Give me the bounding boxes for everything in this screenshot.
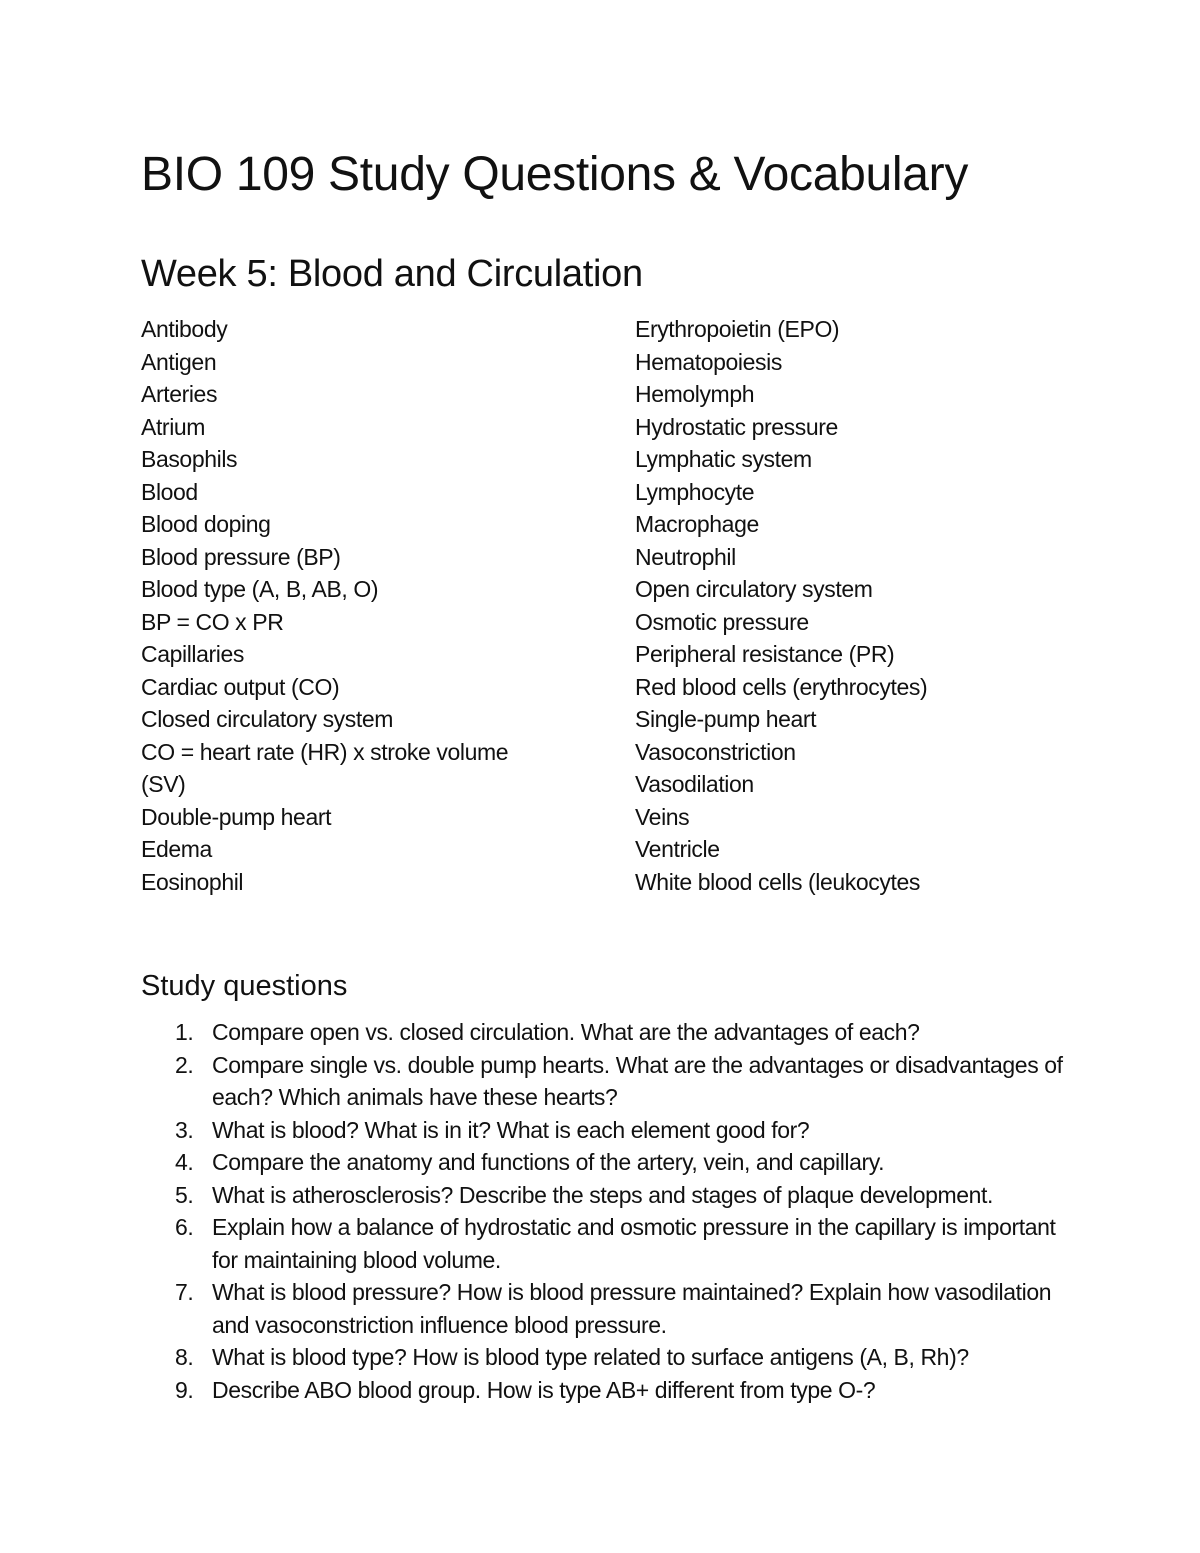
vocab-term: CO = heart rate (HR) x stroke volume (SV) — [141, 738, 509, 797]
vocab-term: Eosinophil — [141, 868, 244, 895]
question-item — [141, 1049, 1071, 1114]
question-text: What is blood type? How is blood type related to surface antigens (A, B, Rh)? — [212, 1344, 969, 1370]
question-item — [141, 1016, 1071, 1049]
vocab-term: Closed circulatory system — [141, 706, 394, 732]
vocab-term: Antigen — [141, 348, 217, 375]
question-text: What is blood pressure? How is blood pressure maintained? Explain how vasodilation and vasoconstriction influence blood pressure. — [212, 1279, 1052, 1338]
vocab-term: Lymphatic system — [635, 446, 812, 472]
document-title: BIO 109 Study Questions & Vocabulary — [141, 148, 969, 201]
vocab-term: Blood — [141, 478, 198, 505]
vocab-term: Hemolymph — [635, 381, 755, 407]
question-number: 3. — [175, 1116, 194, 1143]
question-text: What is blood? What is in it? What is each element good for? — [212, 1116, 810, 1143]
question-number: 8. — [175, 1344, 194, 1370]
vocab-term: Osmotic pressure — [635, 608, 809, 635]
vocab-term: White blood cells (leukocytes — [635, 868, 920, 895]
vocab-term: Erythropoietin (EPO) — [635, 316, 840, 342]
question-text: Compare single vs. double pump hearts. What are the advantages or disadvantages of each? Which animals have these hearts? — [212, 1051, 1063, 1110]
question-item — [141, 1341, 1071, 1374]
question-number: 4. — [175, 1149, 194, 1175]
question-item — [141, 1114, 1071, 1147]
vocab-term: Ventricle — [635, 836, 720, 862]
vocab-term: Antibody — [141, 316, 228, 342]
vocab-term: Hematopoiesis — [635, 348, 782, 375]
question-text: Compare open vs. closed circulation. What are the advantages of each? — [212, 1019, 920, 1045]
vocab-term: Hydrostatic pressure — [635, 413, 838, 440]
question-text: What is atherosclerosis? Describe the steps and stages of plaque development. — [212, 1181, 994, 1208]
question-item — [141, 1179, 1071, 1212]
vocab-term: Double-pump heart — [141, 803, 332, 830]
question-item — [141, 1211, 1071, 1276]
vocab-term: Vasoconstriction — [635, 738, 796, 765]
question-text: Compare the anatomy and functions of the artery, vein, and capillary. — [212, 1149, 885, 1175]
question-number: 5. — [175, 1181, 194, 1208]
vocab-term: Edema — [141, 836, 212, 862]
study-questions-list — [141, 1016, 1071, 1406]
vocab-term: BP = CO x PR — [141, 608, 284, 635]
vocab-term: Lymphocyte — [635, 478, 755, 505]
question-number: 7. — [175, 1279, 194, 1305]
week-heading: Week 5: Blood and Circulation — [141, 253, 643, 295]
question-item — [141, 1146, 1071, 1179]
vocab-term: Atrium — [141, 413, 206, 440]
vocab-term: Red blood cells (erythrocytes) — [635, 673, 928, 700]
vocab-term: Peripheral resistance (PR) — [635, 641, 895, 667]
vocabulary-left-column — [141, 313, 541, 898]
vocab-term: Blood doping — [141, 511, 271, 537]
vocab-term: Cardiac output (CO) — [141, 673, 340, 700]
vocab-term: Blood type (A, B, AB, O) — [141, 576, 379, 602]
question-text: Describe ABO blood group. How is type AB+ different from type O-? — [212, 1376, 876, 1403]
study-questions-heading: Study questions — [141, 970, 348, 1002]
question-item — [141, 1276, 1071, 1341]
question-number: 6. — [175, 1214, 194, 1240]
vocab-term: Vasodilation — [635, 771, 754, 797]
question-number: 1. — [175, 1019, 194, 1045]
vocab-term: Arteries — [141, 381, 218, 407]
vocab-term: Capillaries — [141, 641, 244, 667]
vocab-term: Open circulatory system — [635, 576, 873, 602]
vocab-term: Neutrophil — [635, 543, 736, 570]
vocab-term: Blood pressure (BP) — [141, 543, 341, 570]
vocabulary-right-column — [635, 313, 1055, 898]
question-number: 9. — [175, 1376, 194, 1403]
vocab-term: Macrophage — [635, 511, 759, 537]
question-item — [141, 1374, 1071, 1407]
question-text: Explain how a balance of hydrostatic and osmotic pressure in the capillary is important for maintaining blood volume. — [212, 1214, 1056, 1273]
vocab-term: Single-pump heart — [635, 706, 817, 732]
vocab-term: Basophils — [141, 446, 238, 472]
vocab-term: Veins — [635, 803, 690, 830]
question-number: 2. — [175, 1051, 194, 1078]
